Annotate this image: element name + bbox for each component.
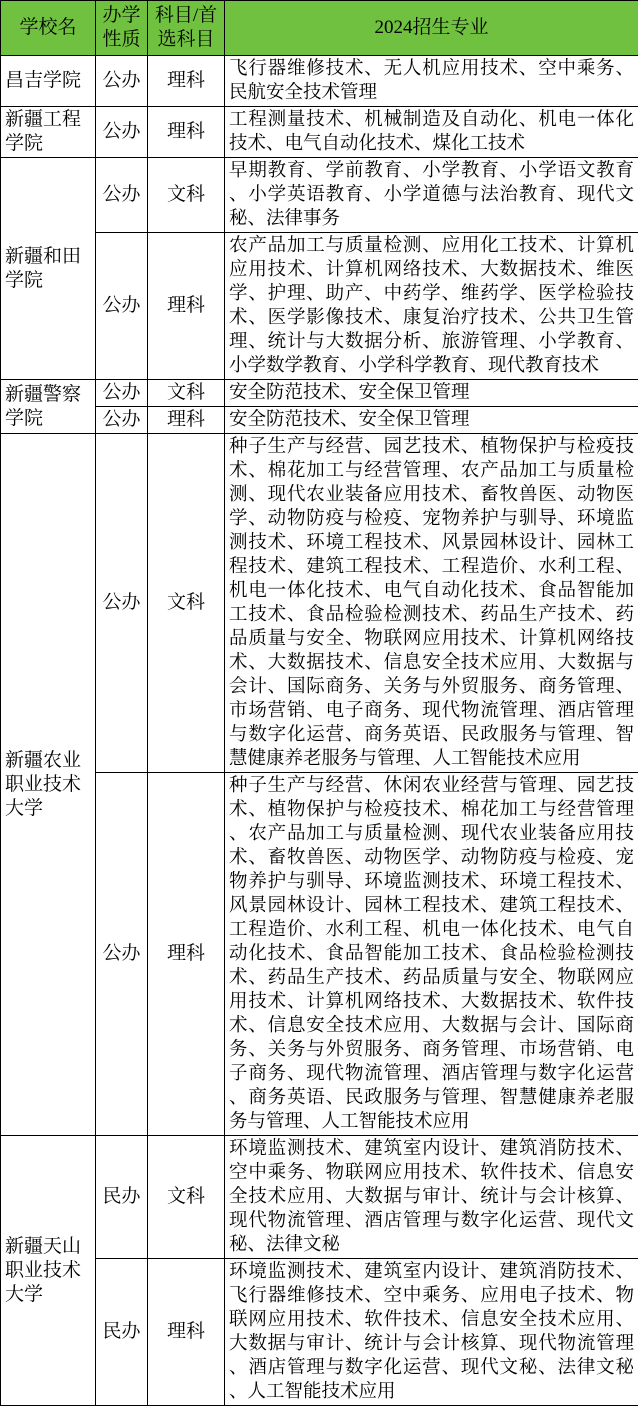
table-row	[1, 773, 638, 1136]
table-row	[1, 56, 638, 107]
majors-cell: 环境监测技术、建筑室内设计、建筑消防技术、空中乘务、物联网应用技术、软件技术、信息安全技术应用、大数据与审计、统计与会计核算、现代物流管理、酒店管理与数字化运营、现代文秘、法律文秘	[225, 1136, 638, 1259]
subject-cell: 理科	[148, 56, 225, 107]
subject-cell: 理科	[148, 233, 225, 380]
table-row	[1, 107, 638, 158]
majors-cell: 环境监测技术、建筑室内设计、建筑消防技术、飞行器维修技术、空中乘务、应用电子技术、物联网应用技术、软件技术、信息安全技术应用、大数据与审计、统计与会计核算、现代物流管理、酒店管理与数字化运营、现代文秘、法律文秘、人工智能技术应用	[225, 1259, 638, 1406]
ownership-type-cell: 公办	[96, 773, 148, 1136]
ownership-type-cell: 公办	[96, 158, 148, 233]
subject-cell: 文科	[148, 1136, 225, 1259]
majors-cell: 种子生产与经营、休闲农业经营与管理、园艺技术、植物保护与检疫技术、棉花加工与经营管理、农产品加工与质量检测、现代农业装备应用技术、畜牧兽医、动物医学、动物防疫与检疫、宠物养护与驯导、环境监测技术、环境工程技术、风景园林设计、园林工程技术、建筑工程技术、工程造价、水利工程、机电一体化技术、电气自动化技术、食品智能加工技术、食品检验检测技术、药品生产技术、药品质量与安全、物联网应用技术、计算机网络技术、大数据技术、软件技术、信息安全技术应用、大数据与会计、国际商务、关务与外贸服务、商务管理、市场营销、电子商务、现代物流管理、酒店管理与数字化运营、商务英语、民政服务与管理、智慧健康养老服务与管理、人工智能技术应用	[225, 773, 638, 1136]
majors-cell: 工程测量技术、机械制造及自动化、机电一体化技术、电气自动化技术、煤化工技术	[225, 107, 638, 158]
school-name-cell: 新疆工程学院	[1, 107, 96, 158]
table-row	[1, 233, 638, 380]
header-subject: 科目/首选科目	[148, 1, 225, 56]
majors-cell: 安全防范技术、安全保卫管理	[225, 407, 638, 434]
majors-cell: 种子生产与经营、园艺技术、植物保护与检疫技术、棉花加工与经营管理、农产品加工与质量检测、现代农业装备应用技术、畜牧兽医、动物医学、动物防疫与检疫、宠物养护与驯导、环境监测技术、环境工程技术、风景园林设计、园林工程技术、建筑工程技术、工程造价、水利工程、机电一体化技术、电气自动化技术、食品智能加工技术、食品检验检测技术、药品生产技术、药品质量与安全、物联网应用技术、计算机网络技术、大数据技术、信息安全技术应用、大数据与会计、国际商务、关务与外贸服务、商务管理、市场营销、电子商务、现代物流管理、酒店管理与数字化运营、商务英语、民政服务与管理、智慧健康养老服务与管理、人工智能技术应用	[225, 434, 638, 773]
ownership-type-cell: 公办	[96, 56, 148, 107]
table-row	[1, 407, 638, 434]
ownership-type-cell: 公办	[96, 233, 148, 380]
ownership-type-cell: 公办	[96, 407, 148, 434]
school-name-cell: 昌吉学院	[1, 56, 96, 107]
majors-cell: 农产品加工与质量检测、应用化工技术、计算机应用技术、计算机网络技术、大数据技术、维医学、护理、助产、中药学、维药学、医学检验技术、医学影像技术、康复治疗技术、公共卫生管理、统计与大数据分析、旅游管理、小学教育、小学数学教育、小学科学教育、现代教育技术	[225, 233, 638, 380]
majors-cell: 早期教育、学前教育、小学教育、小学语文教育、小学英语教育、小学道德与法治教育、现代文秘、法律事务	[225, 158, 638, 233]
table-row	[1, 158, 638, 233]
school-name-cell: 新疆和田学院	[1, 158, 96, 380]
ownership-type-cell: 民办	[96, 1259, 148, 1406]
header-ownership-type: 办学性质	[96, 1, 148, 56]
subject-cell: 文科	[148, 434, 225, 773]
table-row	[1, 1136, 638, 1259]
table-header-row	[1, 1, 638, 56]
ownership-type-cell: 公办	[96, 107, 148, 158]
subject-cell: 理科	[148, 107, 225, 158]
subject-cell: 理科	[148, 407, 225, 434]
majors-cell: 飞行器维修技术、无人机应用技术、空中乘务、民航安全技术管理	[225, 56, 638, 107]
header-2024-majors: 2024招生专业	[225, 1, 638, 56]
table-row	[1, 1259, 638, 1406]
subject-cell: 文科	[148, 380, 225, 407]
subject-cell: 理科	[148, 773, 225, 1136]
school-name-cell: 新疆天山职业技术大学	[1, 1136, 96, 1406]
ownership-type-cell: 公办	[96, 380, 148, 407]
subject-cell: 文科	[148, 158, 225, 233]
table-row	[1, 380, 638, 407]
majors-cell: 安全防范技术、安全保卫管理	[225, 380, 638, 407]
ownership-type-cell: 民办	[96, 1136, 148, 1259]
subject-cell: 理科	[148, 1259, 225, 1406]
table-row	[1, 434, 638, 773]
school-name-cell: 新疆警察学院	[1, 380, 96, 434]
ownership-type-cell: 公办	[96, 434, 148, 773]
table-body	[1, 56, 638, 1406]
school-name-cell: 新疆农业职业技术大学	[1, 434, 96, 1136]
header-school-name: 学校名	[1, 1, 96, 56]
